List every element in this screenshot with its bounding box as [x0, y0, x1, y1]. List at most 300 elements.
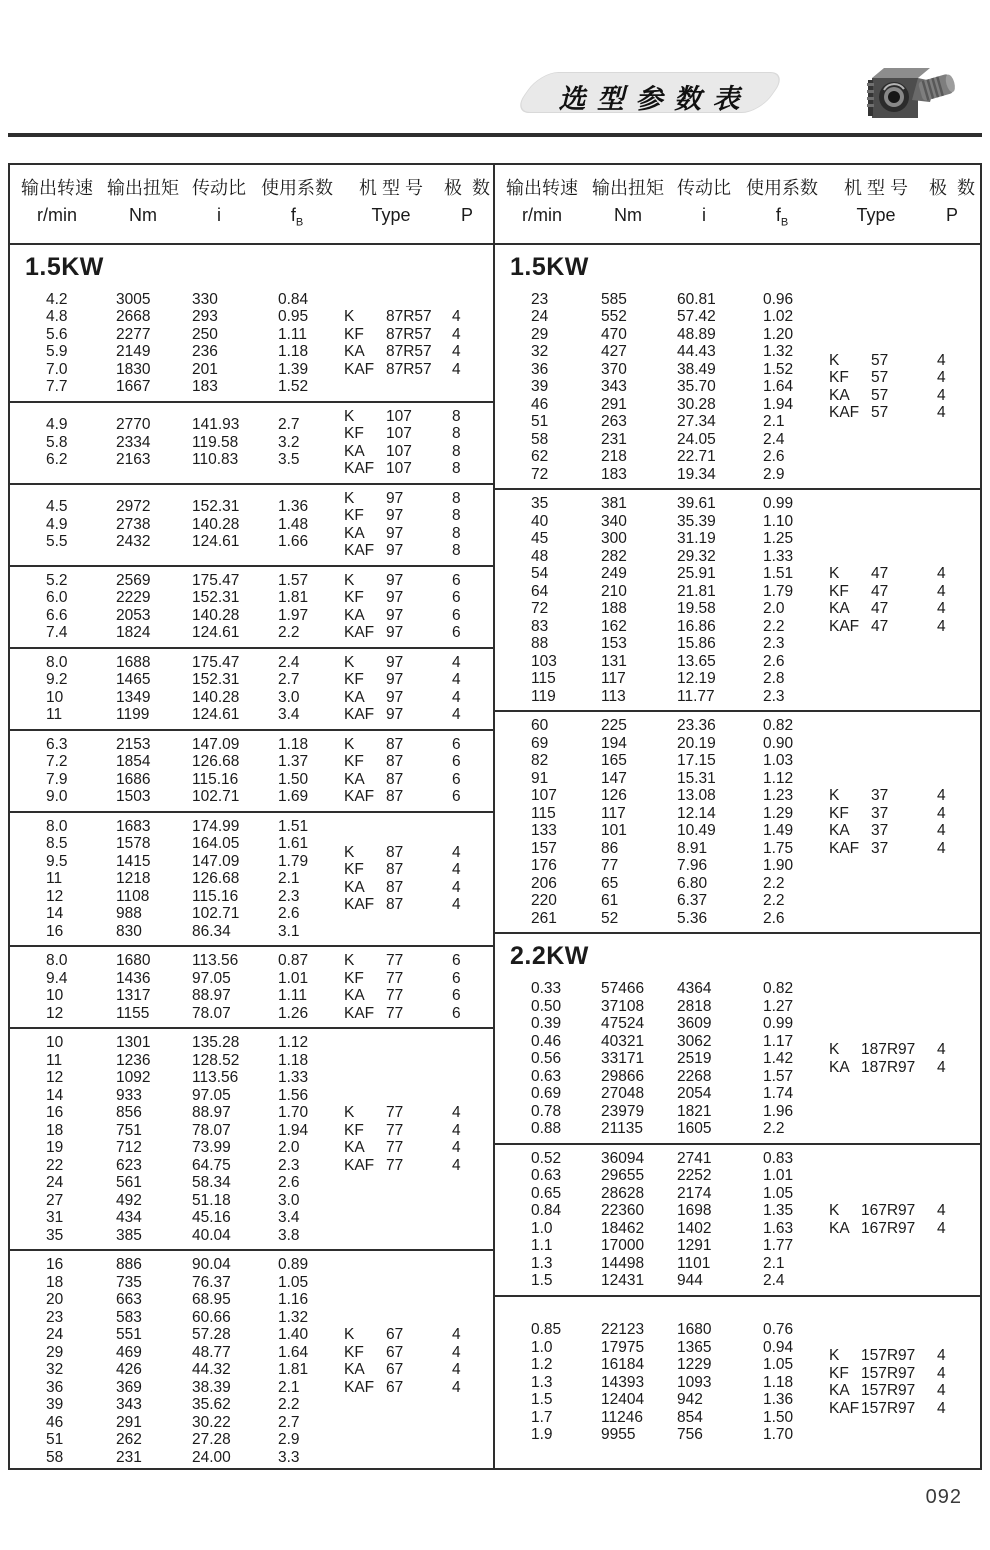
output-speed-cell: 0.69 [531, 1085, 562, 1103]
pole-count: 6 [452, 571, 461, 589]
type-size: 87R57 [386, 325, 432, 343]
output-torque-cell: 1688 [116, 653, 151, 671]
ratio-cell: 19.58 [677, 600, 716, 618]
page-number: 092 [925, 1486, 962, 1508]
type-row [344, 408, 490, 426]
table-row [46, 291, 344, 309]
ratio-cell: 38.39 [192, 1378, 231, 1396]
data-block [10, 286, 493, 401]
output-speed-cell: 0.65 [531, 1184, 562, 1202]
type-row [829, 1400, 975, 1418]
pole-count: 6 [452, 624, 461, 642]
type-size: 67 [386, 1361, 404, 1379]
selection-parameter-table [8, 163, 982, 1470]
output-torque-cell: 165 [601, 752, 627, 770]
pole-count: 4 [937, 617, 946, 635]
service-factor-cell: 0.82 [763, 717, 794, 735]
table-row [46, 671, 344, 689]
service-factor-cell: 0.95 [278, 308, 309, 326]
ratio-cell: 175.47 [192, 571, 240, 589]
output-torque-cell: 117 [601, 804, 626, 822]
output-torque-cell: 27048 [601, 1085, 645, 1103]
type-row [344, 879, 490, 897]
type-row [829, 1382, 975, 1400]
output-torque-cell: 585 [601, 290, 627, 308]
table-row [46, 1291, 344, 1309]
table-row [46, 654, 344, 672]
type-row [829, 404, 975, 422]
pole-count: 4 [937, 839, 946, 857]
service-factor-cell: 1.20 [763, 325, 794, 343]
type-prefix: KA [829, 1219, 850, 1237]
data-block [495, 1143, 980, 1295]
column-title: 输出转速 [21, 178, 93, 198]
data-block [495, 1295, 980, 1468]
type-prefix: KF [344, 861, 364, 879]
output-speed-cell: 14 [46, 1086, 64, 1104]
table-row [46, 1209, 344, 1227]
table-row [46, 771, 344, 789]
output-torque-cell: 2229 [116, 589, 151, 607]
output-speed-cell: 7.0 [46, 360, 68, 378]
ratio-cell: 1605 [677, 1120, 712, 1138]
output-speed-cell: 72 [531, 600, 549, 618]
type-row [344, 1344, 490, 1362]
service-factor-cell: 3.0 [278, 688, 300, 706]
table-row [531, 448, 829, 466]
type-size: 97 [386, 507, 404, 525]
ratio-cell: 1821 [677, 1102, 712, 1120]
service-factor-cell: 1.23 [763, 787, 794, 805]
ratio-cell: 4364 [677, 980, 712, 998]
ratio-cell: 20.19 [677, 734, 716, 752]
table-row [46, 1052, 344, 1070]
table-row [531, 998, 829, 1016]
column-unit: P [460, 205, 473, 225]
type-size: 87R57 [386, 308, 432, 326]
table-row [46, 952, 344, 970]
output-speed-cell: 69 [531, 734, 549, 752]
service-factor-cell: 2.6 [763, 448, 785, 466]
block-types [829, 1347, 975, 1417]
table-row [531, 1237, 829, 1255]
type-prefix: KAF [829, 1399, 860, 1417]
service-factor-cell: 3.5 [278, 451, 300, 469]
table-row [531, 910, 829, 928]
block-values [10, 952, 344, 1022]
ratio-cell: 13.08 [677, 787, 716, 805]
type-size: 107 [386, 407, 412, 425]
output-torque-cell: 291 [601, 395, 627, 413]
ratio-cell: 58.34 [192, 1174, 231, 1192]
service-factor-cell: 1.79 [763, 582, 794, 600]
ratio-cell: 942 [677, 1391, 703, 1409]
ratio-cell: 293 [192, 308, 218, 326]
pole-count: 6 [452, 952, 461, 970]
output-torque-cell: 117 [601, 670, 626, 688]
output-torque-cell: 830 [116, 922, 142, 940]
ratio-cell: 13.65 [677, 652, 716, 670]
table-row [531, 600, 829, 618]
type-prefix: KAF [344, 1156, 375, 1174]
service-factor-cell: 2.8 [763, 670, 785, 688]
pole-count: 6 [452, 770, 461, 788]
type-prefix: K [829, 351, 840, 369]
column-unit: Type [856, 205, 896, 225]
ratio-cell: 35.70 [677, 378, 716, 396]
type-size: 47 [871, 617, 889, 635]
table-row [46, 533, 344, 551]
output-torque-cell: 492 [116, 1191, 142, 1209]
output-torque-cell: 1686 [116, 770, 151, 788]
type-size: 77 [386, 1121, 404, 1139]
type-size: 107 [386, 460, 412, 478]
ratio-cell: 174.99 [192, 817, 240, 835]
table-row [531, 1391, 829, 1409]
output-torque-cell: 17975 [601, 1338, 645, 1356]
service-factor-cell: 0.83 [763, 1149, 794, 1167]
service-factor-cell: 2.6 [278, 905, 300, 923]
table-row [46, 343, 344, 361]
ratio-cell: 126.68 [192, 870, 240, 888]
ratio-cell: 15.31 [677, 769, 716, 787]
ratio-cell: 147.09 [192, 852, 240, 870]
service-factor-cell: 3.1 [278, 922, 300, 940]
type-prefix: KAF [829, 404, 860, 422]
service-factor-cell: 1.64 [278, 1343, 309, 1361]
ratio-cell: 11.77 [677, 687, 715, 705]
type-prefix: K [344, 653, 355, 671]
output-speed-cell: 58 [531, 430, 549, 448]
type-prefix: KA [344, 878, 365, 896]
pole-count: 4 [452, 878, 461, 896]
ratio-cell: 7.96 [677, 857, 708, 875]
output-torque-cell: 369 [116, 1378, 142, 1396]
pole-count: 8 [452, 442, 461, 460]
table-row [531, 840, 829, 858]
type-size: 77 [386, 987, 404, 1005]
output-speed-cell: 1.1 [531, 1237, 553, 1255]
service-factor-cell: 1.49 [763, 822, 794, 840]
service-factor-cell: 0.87 [278, 952, 309, 970]
table-row [531, 1356, 829, 1374]
type-row [829, 369, 975, 387]
service-factor-cell: 0.90 [763, 734, 794, 752]
service-factor-cell: 1.61 [278, 835, 309, 853]
service-factor-cell: 2.9 [278, 1431, 300, 1449]
block-values [495, 980, 829, 1138]
output-speed-cell: 220 [531, 892, 557, 910]
pole-count: 4 [452, 1361, 461, 1379]
ratio-cell: 1680 [677, 1321, 712, 1339]
type-size: 67 [386, 1326, 404, 1344]
output-torque-cell: 147 [601, 769, 627, 787]
output-torque-cell: 583 [116, 1308, 142, 1326]
output-speed-cell: 35 [46, 1226, 64, 1244]
output-speed-cell: 18 [46, 1121, 64, 1139]
ratio-cell: 140.28 [192, 515, 240, 533]
ratio-cell: 119.58 [192, 433, 239, 451]
output-speed-cell: 64 [531, 582, 549, 600]
output-torque-cell: 623 [116, 1156, 142, 1174]
output-speed-cell: 7.7 [46, 378, 68, 396]
output-speed-cell: 7.9 [46, 770, 68, 788]
output-speed-cell: 0.56 [531, 1050, 562, 1068]
pole-count: 4 [937, 1399, 946, 1417]
type-prefix: KAF [344, 360, 375, 378]
output-torque-cell: 2334 [116, 433, 151, 451]
service-factor-cell: 3.4 [278, 1209, 300, 1227]
column-unit: i [217, 205, 221, 225]
table-row [46, 607, 344, 625]
service-factor-cell: 1.51 [763, 565, 794, 583]
ratio-cell: 40.04 [192, 1226, 231, 1244]
table-row [46, 1256, 344, 1274]
output-speed-cell: 54 [531, 565, 549, 583]
table-row [46, 361, 344, 379]
service-factor-cell: 2.2 [763, 1120, 785, 1138]
type-prefix: KF [344, 507, 364, 525]
ratio-cell: 24.00 [192, 1448, 231, 1466]
output-speed-cell: 1.5 [531, 1272, 553, 1290]
type-row [344, 1122, 490, 1140]
output-speed-cell: 0.88 [531, 1120, 562, 1138]
column-title: 输出转速 [506, 178, 578, 198]
output-torque-cell: 470 [601, 325, 627, 343]
block-types [344, 572, 490, 642]
block-values [10, 818, 344, 941]
output-speed-cell: 10 [46, 1034, 64, 1052]
column-unit: i [702, 205, 706, 225]
header-rule [8, 133, 982, 137]
ratio-cell: 128.52 [192, 1051, 240, 1069]
output-torque-cell: 1415 [116, 852, 151, 870]
output-speed-cell: 46 [531, 395, 549, 413]
output-torque-cell: 551 [116, 1326, 142, 1344]
output-torque-cell: 1503 [116, 788, 151, 806]
table-row [531, 892, 829, 910]
output-speed-cell: 62 [531, 448, 549, 466]
gear-motor-photo [858, 56, 962, 132]
table-row [531, 1202, 829, 1220]
type-prefix: K [344, 407, 355, 425]
output-speed-cell: 27 [46, 1191, 64, 1209]
table-row [531, 805, 829, 823]
output-speed-cell: 36 [46, 1378, 64, 1396]
service-factor-cell: 1.97 [278, 606, 309, 624]
pole-count: 8 [452, 524, 461, 542]
table-row [46, 1069, 344, 1087]
output-speed-cell: 1.0 [531, 1338, 553, 1356]
output-torque-cell: 1830 [116, 360, 151, 378]
output-torque-cell: 1092 [116, 1069, 151, 1087]
output-torque-cell: 1199 [116, 706, 150, 724]
table-row [531, 822, 829, 840]
ratio-cell: 27.28 [192, 1431, 231, 1449]
table-row [46, 1005, 344, 1023]
type-row [829, 600, 975, 618]
table-row [46, 516, 344, 534]
type-prefix: KF [344, 325, 364, 343]
table-row [46, 1326, 344, 1344]
ratio-cell: 236 [192, 343, 218, 361]
block-values [495, 1321, 829, 1444]
service-factor-cell: 1.01 [763, 1167, 794, 1185]
pole-count: 4 [452, 360, 461, 378]
type-size: 37 [871, 787, 889, 805]
table-row [46, 753, 344, 771]
output-torque-cell: 77 [601, 857, 619, 875]
ratio-cell: 152.31 [192, 498, 240, 516]
service-factor-cell: 2.0 [763, 600, 785, 618]
column-unit: Nm [614, 205, 642, 225]
column-unit: r/min [522, 205, 562, 225]
output-speed-cell: 51 [531, 413, 549, 431]
pole-count: 6 [452, 589, 461, 607]
service-factor-cell: 2.4 [278, 653, 300, 671]
output-torque-cell: 2153 [116, 735, 151, 753]
ratio-cell: 854 [677, 1408, 703, 1426]
ratio-cell: 944 [677, 1272, 703, 1290]
service-factor-cell: 1.18 [278, 735, 309, 753]
table-row [46, 1034, 344, 1052]
service-factor-cell: 1.12 [763, 769, 794, 787]
service-factor-cell: 1.57 [763, 1067, 794, 1085]
pole-count: 6 [452, 969, 461, 987]
service-factor-cell: 2.2 [763, 874, 785, 892]
output-speed-cell: 1.7 [531, 1408, 553, 1426]
output-speed-cell: 9.4 [46, 969, 68, 987]
service-factor-cell: 3.8 [278, 1226, 300, 1244]
block-types [829, 1202, 975, 1237]
pole-count: 4 [452, 843, 461, 861]
ratio-cell: 68.95 [192, 1291, 231, 1309]
table-row [46, 1449, 344, 1467]
output-torque-cell: 1436 [116, 969, 151, 987]
output-torque-cell: 663 [116, 1291, 142, 1309]
table-row [531, 1120, 829, 1138]
type-size: 37 [871, 804, 889, 822]
type-size: 77 [386, 1004, 404, 1022]
output-torque-cell: 249 [601, 565, 627, 583]
table-row [46, 706, 344, 724]
table-row [531, 635, 829, 653]
output-speed-cell: 24 [46, 1174, 64, 1192]
type-prefix: KA [829, 386, 850, 404]
output-speed-cell: 16 [46, 1104, 64, 1122]
type-row [344, 1005, 490, 1023]
table-row [531, 1255, 829, 1273]
pole-count: 4 [937, 600, 946, 618]
table-row [531, 653, 829, 671]
service-factor-cell: 1.33 [763, 547, 794, 565]
output-torque-cell: 14393 [601, 1373, 645, 1391]
type-prefix: KAF [829, 617, 860, 635]
output-speed-cell: 4.2 [46, 290, 68, 308]
output-torque-cell: 225 [601, 717, 627, 735]
type-row [344, 1326, 490, 1344]
output-speed-cell: 29 [46, 1343, 64, 1361]
ratio-cell: 2519 [677, 1050, 712, 1068]
output-torque-cell: 262 [116, 1431, 142, 1449]
block-types [829, 352, 975, 422]
ratio-cell: 15.86 [677, 635, 716, 653]
data-block [10, 945, 493, 1027]
type-size: 77 [386, 1139, 404, 1157]
table-row [531, 361, 829, 379]
table-row [531, 291, 829, 309]
output-speed-cell: 5.8 [46, 433, 68, 451]
type-row [829, 1365, 975, 1383]
type-row [344, 572, 490, 590]
service-factor-cell: 1.11 [278, 987, 308, 1005]
type-row [829, 1220, 975, 1238]
block-values [10, 291, 344, 396]
output-speed-cell: 176 [531, 857, 557, 875]
type-size: 47 [871, 600, 889, 618]
pole-count: 4 [937, 804, 946, 822]
ratio-cell: 30.28 [677, 395, 716, 413]
table-row [531, 1409, 829, 1427]
type-size: 87 [386, 788, 404, 806]
table-row [531, 1068, 829, 1086]
ratio-cell: 1402 [677, 1219, 712, 1237]
output-torque-cell: 1236 [116, 1051, 151, 1069]
pole-count: 8 [452, 425, 461, 443]
pole-count: 4 [452, 1343, 461, 1361]
output-torque-cell: 218 [601, 448, 627, 466]
table-row [531, 431, 829, 449]
type-size: 87 [386, 896, 404, 914]
output-speed-cell: 10 [46, 987, 64, 1005]
block-values [10, 654, 344, 724]
table-row [46, 1414, 344, 1432]
ratio-cell: 1101 [677, 1254, 711, 1272]
type-row [344, 736, 490, 754]
service-factor-cell: 1.90 [763, 857, 794, 875]
service-factor-cell: 3.2 [278, 433, 300, 451]
type-size: 57 [871, 386, 889, 404]
service-factor-cell: 1.05 [278, 1273, 309, 1291]
service-factor-cell: 2.4 [763, 1272, 785, 1290]
type-prefix: K [829, 787, 840, 805]
type-row [344, 987, 490, 1005]
ratio-cell: 23.36 [677, 717, 716, 735]
output-torque-cell: 28628 [601, 1184, 645, 1202]
ratio-cell: 45.16 [192, 1209, 231, 1227]
table-row [531, 1339, 829, 1357]
ratio-cell: 1291 [677, 1237, 712, 1255]
output-torque-cell: 933 [116, 1086, 142, 1104]
type-size: 107 [386, 442, 412, 460]
service-factor-cell: 1.12 [278, 1034, 309, 1052]
output-speed-cell: 1.9 [531, 1426, 553, 1444]
block-values [495, 495, 829, 705]
type-size: 87 [386, 861, 404, 879]
output-speed-cell: 45 [531, 530, 549, 548]
service-factor-cell: 1.11 [278, 325, 308, 343]
table-row [531, 1150, 829, 1168]
table-row [46, 589, 344, 607]
pole-count: 4 [937, 787, 946, 805]
output-speed-cell: 35 [531, 495, 549, 513]
output-speed-cell: 4.9 [46, 416, 68, 434]
block-values [495, 1150, 829, 1290]
ratio-cell: 19.34 [677, 465, 716, 483]
output-torque-cell: 2770 [116, 416, 151, 434]
output-speed-cell: 0.63 [531, 1067, 562, 1085]
output-torque-cell: 86 [601, 839, 619, 857]
